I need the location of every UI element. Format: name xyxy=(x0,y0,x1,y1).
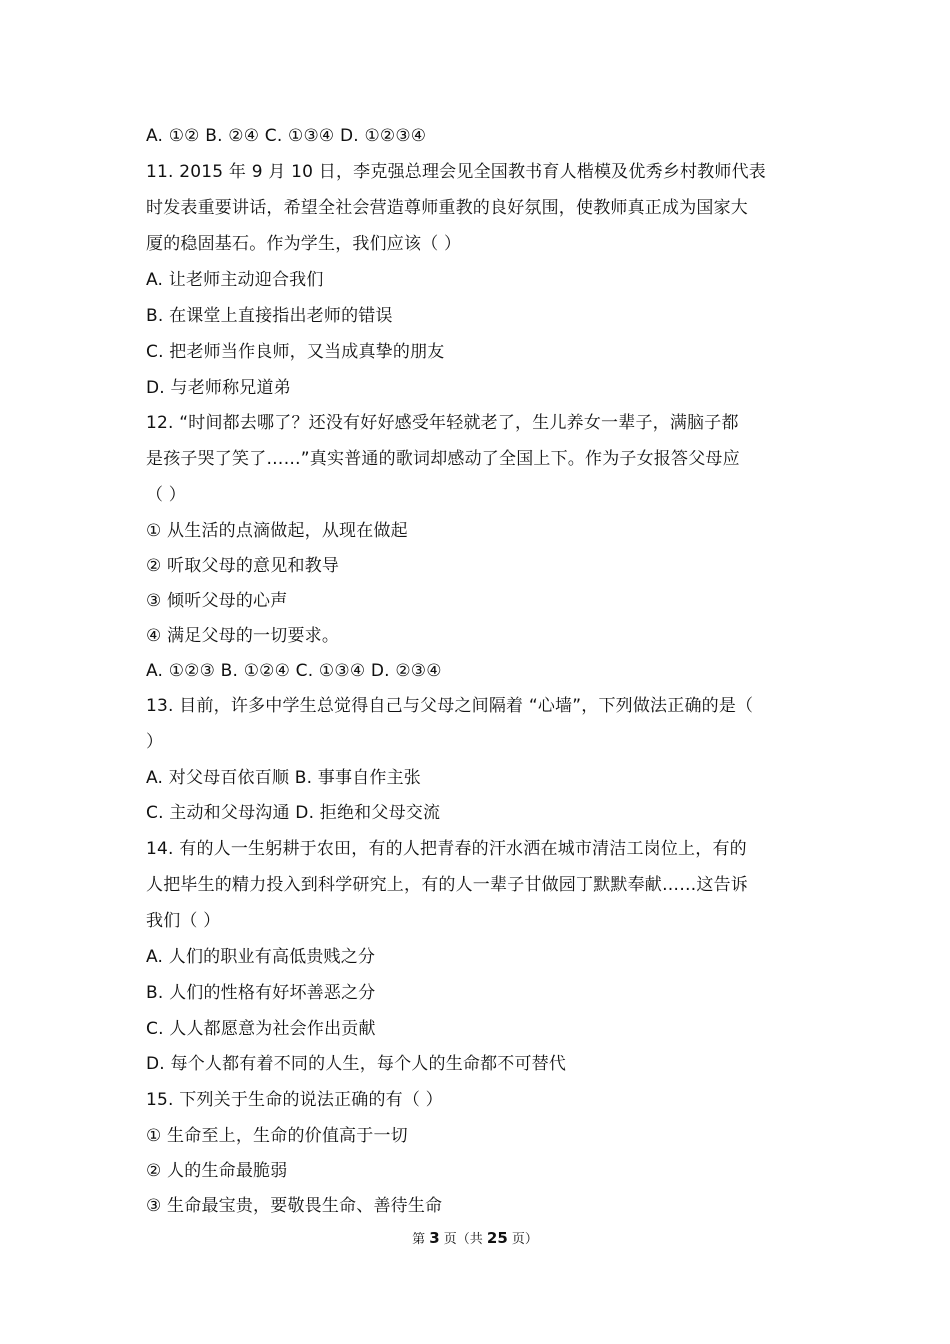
question-11-option-b: B. 在课堂上直接指出老师的错误 xyxy=(146,306,393,326)
footer-total-pages: 25 xyxy=(486,1229,508,1247)
question-12-line-3: （ ） xyxy=(146,485,187,505)
question-11-option-a: A. 让老师主动迎合我们 xyxy=(146,270,324,290)
question-13-line-1: 13. 目前，许多中学生总觉得自己与父母之间隔着 “心墙”，下列做法正确的是（ xyxy=(146,696,754,716)
question-11-line-2: 时发表重要讲话，希望全社会营造尊师重教的良好氛围，使教师真正成为国家大 xyxy=(146,198,748,218)
question-12-line-1: 12. “时间都去哪了？还没有好好感受年轻就老了，生儿养女一辈子，满脑子都 xyxy=(146,413,739,433)
question-12-options: A. ①②③ B. ①②④ C. ①③④ D. ②③④ xyxy=(146,661,442,681)
footer-suffix: 页） xyxy=(507,1232,538,1247)
question-14-option-c: C. 人人都愿意为社会作出贡献 xyxy=(146,1019,376,1039)
question-14-line-3: 我们（ ） xyxy=(146,911,221,931)
question-14-option-b: B. 人们的性格有好坏善恶之分 xyxy=(146,983,376,1003)
question-12-item-2: ② 听取父母的意见和教导 xyxy=(146,556,340,576)
answer-options-q10: A. ①② B. ②④ C. ①③④ D. ①②③④ xyxy=(146,126,427,146)
question-14-line-2: 人把毕生的精力投入到科学研究上，有的人一辈子甘做园丁默默奉献……这告诉 xyxy=(146,875,748,895)
question-12-item-4: ④ 满足父母的一切要求。 xyxy=(146,626,340,646)
question-13-line-2: ） xyxy=(146,732,164,752)
footer-middle: 页（共 xyxy=(439,1232,487,1247)
question-14-option-a: A. 人们的职业有高低贵贱之分 xyxy=(146,947,376,967)
question-15-item-1: ① 生命至上，生命的价值高于一切 xyxy=(146,1126,408,1146)
question-12-item-3: ③ 倾听父母的心声 xyxy=(146,591,288,611)
question-11-line-3: 厦的稳固基石。作为学生，我们应该（ ） xyxy=(146,234,462,254)
question-15-line-1: 15. 下列关于生命的说法正确的有（ ） xyxy=(146,1090,443,1110)
question-14-option-d: D. 每个人都有着不同的人生，每个人的生命都不可替代 xyxy=(146,1054,567,1074)
question-13-options-ab: A. 对父母百依百顺 B. 事事自作主张 xyxy=(146,768,422,788)
question-15-item-3: ③ 生命最宝贵，要敬畏生命、善待生命 xyxy=(146,1196,443,1216)
question-15-item-2: ② 人的生命最脆弱 xyxy=(146,1161,288,1181)
question-12-line-2: 是孩子哭了笑了……”真实普通的歌词却感动了全国上下。作为子女报答父母应 xyxy=(146,449,740,469)
question-13-options-cd: C. 主动和父母沟通 D. 拒绝和父母交流 xyxy=(146,803,441,823)
footer-page-number: 3 xyxy=(429,1229,440,1247)
question-12-item-1: ① 从生活的点滴做起，从现在做起 xyxy=(146,521,408,541)
question-14-line-1: 14. 有的人一生躬耕于农田，有的人把青春的汗水洒在城市清洁工岗位上，有的 xyxy=(146,839,747,859)
question-11-line-1: 11. 2015 年 9 月 10 日，李克强总理会见全国教书育人楷模及优秀乡村教师代表 xyxy=(146,162,766,182)
footer-prefix: 第 xyxy=(412,1232,430,1247)
question-11-option-c: C. 把老师当作良师，又当成真挚的朋友 xyxy=(146,342,445,362)
page-footer xyxy=(0,1228,950,1250)
question-11-option-d: D. 与老师称兄道弟 xyxy=(146,378,291,398)
